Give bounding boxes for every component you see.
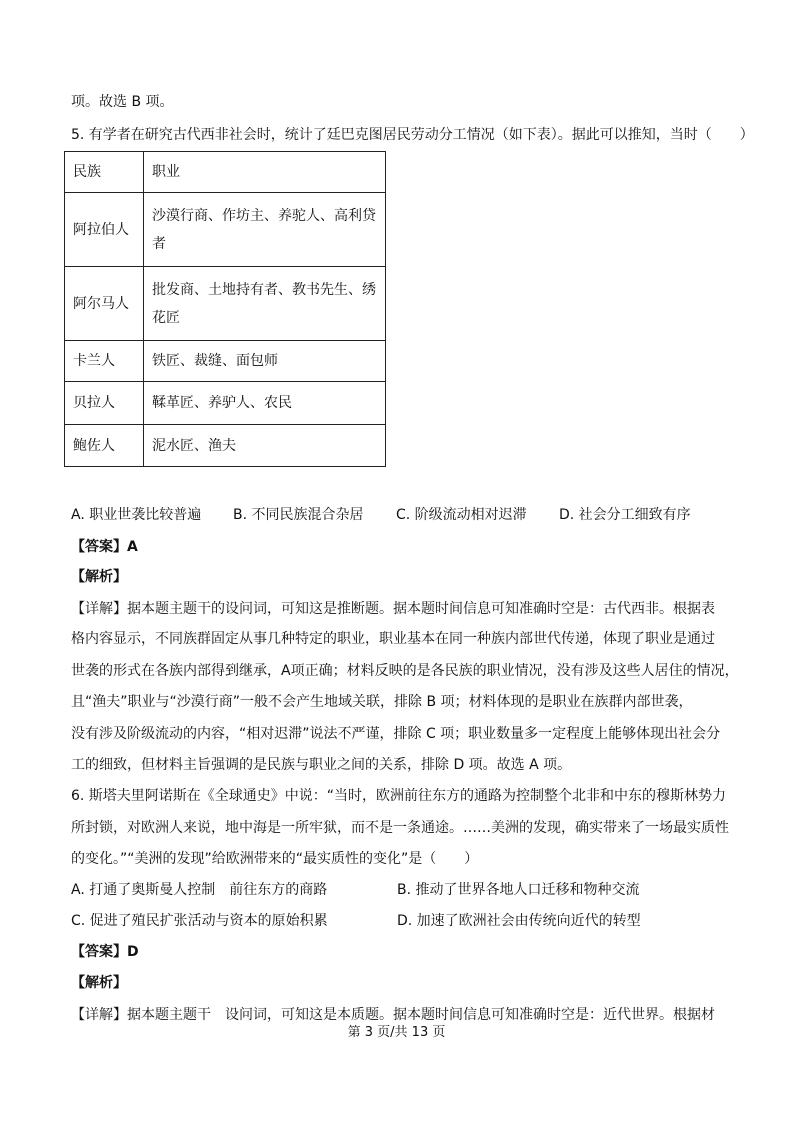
table-row bbox=[65, 425, 386, 467]
detail-line: 【详解】据本题主题干的设问词，可知这是推断题。据本题时间信息可知准确时空是：古代西非。根据表 bbox=[71, 601, 715, 617]
option-b: B. 不同民族混合杂居 bbox=[233, 507, 364, 523]
answer-label: 【答案】D bbox=[71, 944, 139, 960]
question-6-stem: 所封锁，对欧洲人来说，地中海是一所牢狱，而不是一条通途。……美洲的发现，确实带来了一场最实质性 bbox=[71, 820, 729, 836]
ethnic-cell: 鲍佐人 bbox=[65, 425, 144, 467]
occupation-cell: 泥水匠、渔夫 bbox=[144, 425, 386, 467]
table-header-row bbox=[65, 152, 386, 193]
occupation-table bbox=[64, 151, 386, 467]
table-row bbox=[65, 267, 386, 341]
ethnic-cell: 卡兰人 bbox=[65, 341, 144, 382]
question-6-stem: 的变化。”“美洲的发现”给欧洲带来的“最实质性的变化”是（ ） bbox=[71, 851, 479, 867]
detail-line: 格内容显示，不同族群固定从事几种特定的职业，职业基本在同一种族内部世代传递，体现了职业是通过 bbox=[71, 631, 715, 647]
detail-line: 世袭的形式在各族内部得到继承，A项正确；材料反映的是各民族的职业情况，没有涉及这些人居住的情况， bbox=[71, 663, 739, 679]
occupation-text: 批发商、土地持有者、教书先生、绣 bbox=[152, 281, 376, 298]
occupation-text: 者 bbox=[152, 235, 166, 252]
ethnic-cell: 阿拉伯人 bbox=[65, 193, 144, 267]
question-5-stem: 5. 有学者在研究古代西非社会时，统计了廷巴克图居民劳动分工情况（如下表）。据此可以推知，当时（ ） bbox=[71, 127, 754, 143]
option-d: D. 社会分工细致有序 bbox=[559, 507, 691, 523]
occupation-cell bbox=[144, 267, 386, 341]
occupation-cell: 鞣革匠、养驴人、农民 bbox=[144, 382, 386, 425]
detail-line: 工的细致，但材料主旨强调的是民族与职业之间的关系，排除 D 项。故选 A 项。 bbox=[71, 757, 572, 773]
occupation-cell: 铁匠、裁缝、面包师 bbox=[144, 341, 386, 382]
table-header-cell: 民族 bbox=[65, 152, 144, 193]
question-6-stem: 6. 斯塔夫里阿诺斯在《全球通史》中说：“当时，欧洲前往东方的通路为控制整个北非和中东的穆斯林势力 bbox=[71, 788, 727, 804]
option-a: A. 职业世袭比较普遍 bbox=[71, 507, 202, 523]
option-c: C. 促进了殖民扩张活动与资本的原始积累 bbox=[71, 913, 328, 929]
ethnic-cell: 阿尔马人 bbox=[65, 267, 144, 341]
table-header-cell: 职业 bbox=[144, 152, 386, 193]
option-d: D. 加速了欧洲社会由传统向近代的转型 bbox=[397, 913, 641, 929]
detail-line: 没有涉及阶级流动的内容，“相对迟滞”说法不严谨，排除 C 项；职业数量多一定程度上能够体现出社会分 bbox=[71, 726, 721, 742]
occupation-text: 花匠 bbox=[152, 309, 180, 326]
answer-label: 【答案】A bbox=[71, 539, 138, 555]
table-row bbox=[65, 382, 386, 425]
detail-line: 且“渔夫”职业与“沙漠行商”一般不会产生地域关联，排除 B 项；材料体现的是职业在族群内部世袭， bbox=[71, 694, 693, 710]
option-b: B. 推动了世界各地人口迁移和物种交流 bbox=[397, 882, 640, 898]
option-a: A. 打通了奥斯曼人控制 前往东方的商路 bbox=[71, 882, 328, 898]
option-c: C. 阶级流动相对迟滞 bbox=[396, 507, 527, 523]
table-row bbox=[65, 341, 386, 382]
table-row bbox=[65, 193, 386, 267]
ethnic-cell: 贝拉人 bbox=[65, 382, 144, 425]
occupation-cell bbox=[144, 193, 386, 267]
occupation-text: 沙漠行商、作坊主、养驼人、高利贷 bbox=[152, 207, 376, 224]
text-line: 项。故选 B 项。 bbox=[71, 94, 174, 110]
detail-line: 【详解】据本题主题干 设问词，可知这是本质题。据本题时间信息可知准确时空是：近代世界。根据材 bbox=[71, 1007, 715, 1023]
analysis-label: 【解析】 bbox=[71, 569, 127, 585]
analysis-label: 【解析】 bbox=[71, 975, 127, 991]
page-footer: 第 3 页/共 13 页 bbox=[347, 1025, 446, 1040]
